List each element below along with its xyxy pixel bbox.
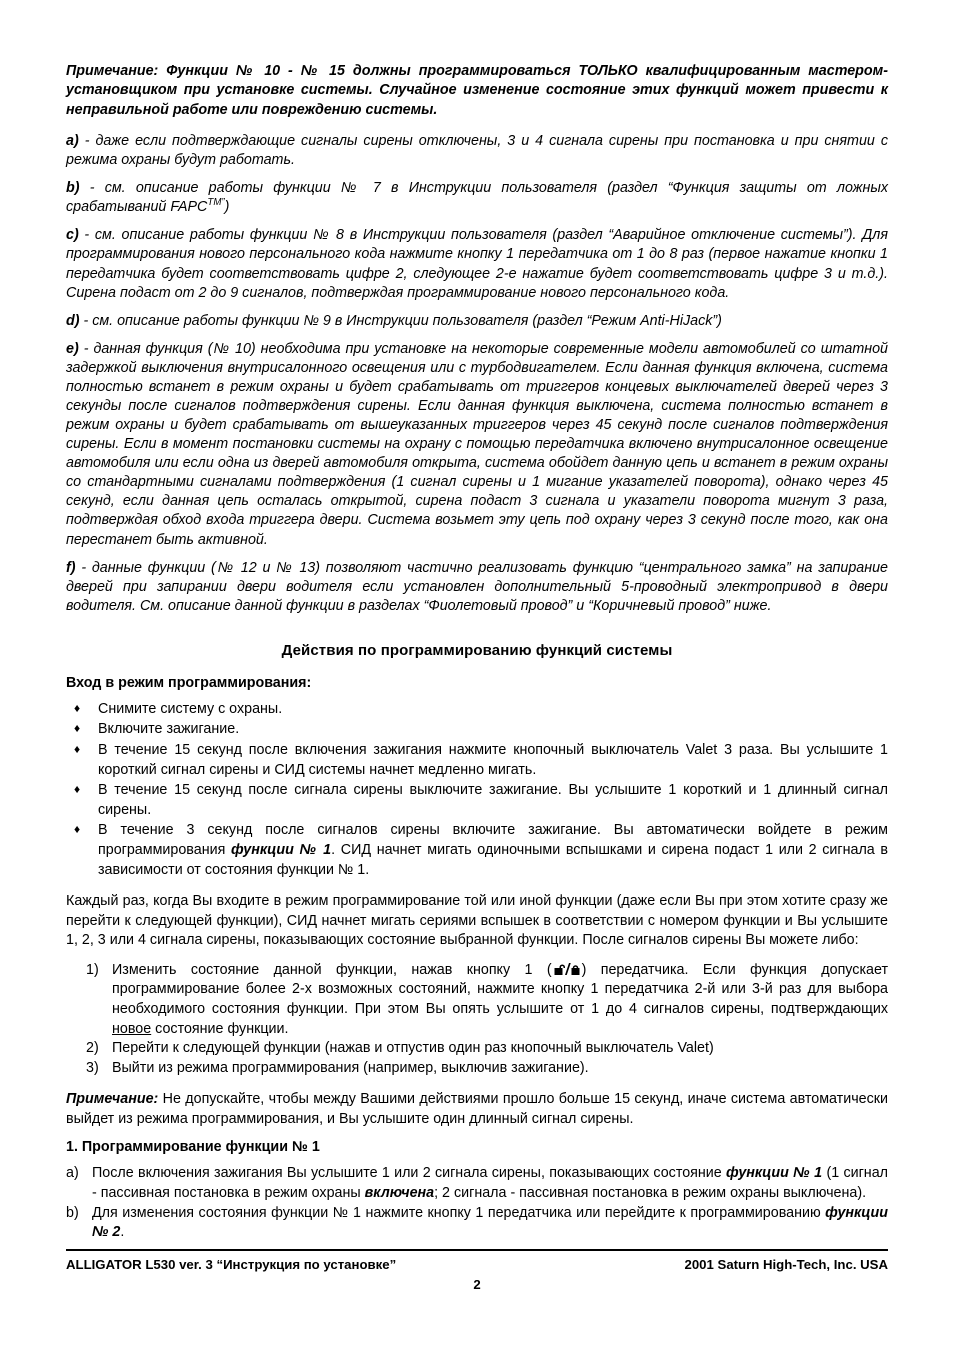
list-item	[66, 720, 888, 740]
lettered-note-b-text-after: )	[224, 199, 230, 216]
list-item	[66, 741, 888, 780]
entry-steps-list	[66, 700, 888, 880]
options-list	[66, 961, 888, 1078]
diamond-bullet-icon: ♦	[74, 822, 81, 837]
lettered-note-f	[66, 559, 888, 616]
option-text: Перейти к следующей функции (нажав и отпустив один раз кнопочный выключатель Valet)	[112, 1040, 714, 1057]
lettered-note-d-tag: d)	[66, 312, 80, 329]
lettered-note-b-tag: b)	[66, 180, 80, 197]
bottom-note-label: Примечание:	[66, 1091, 159, 1108]
footer-right-text: 2001 Saturn High-Tech, Inc. USA	[684, 1257, 888, 1272]
each-time-paragraph: Каждый раз, когда Вы входите в режим программирование той или иной функции (даже если Вы при этом хотите сразу же перейти к следующей функции), СИД начнет мигать сериями вспышек в соответствии с номером функции и Вы услышите 1, 2, 3 или 4 сигнала сирены, показывающих состояние выбранной функции. После сигналов сирены Вы можете либо:	[66, 893, 888, 949]
list-item	[66, 781, 888, 820]
entry-step-text: В течение 15 секунд после включения зажигания нажмите кнопочный выключатель Valet 3 раза. Вы услышите 1 короткий сигнал сирены и СИД системы начнет медленно мигать.	[98, 742, 888, 778]
option-number: 3)	[86, 1059, 99, 1076]
lettered-note-a-tag: a)	[66, 133, 79, 150]
lettered-note-d	[66, 312, 888, 331]
list-item	[66, 821, 888, 880]
lettered-note-c	[66, 226, 888, 302]
list-item	[66, 1039, 888, 1059]
lettered-note-e-text: - данная функция (№ 10) необходима при установке на некоторые современные модели автомобилей со штатной задержкой выключения внутрисалонного освещения или с турбодвигателем. Если данная функция включена, система полностью встанет в режим охраны и будет срабатывать от триггеров концевых выключателей дверей через 3 секунды после сигналов подтверждения сирены. Если данная функция выключена, система полностью встанет в режим охраны и будет срабатывать от вышеуказанных триггеров через 45 секунд после сигналов подтверждения сирены. Если в момент постановки системы на охрану с помощью передатчика включено внутрисалонное освещение автомобиля или если одна из дверей автомобиля открыта, система обойдет данную цепь и встанет в режим охраны со стандартными сигналами подтверждения (1 сигнал сирены и 1 мигание указателей поворота), однако через 45 секунд, если данная цепь осталась открытой, сирена подаст 3 сигнала и указатели поворота мигнут 3 раза, подтверждая обход входа триггера двери. Система возьмет эту цепь под охрану через 3 секунд после того, как она перестанет быть активной.	[66, 340, 888, 548]
entry-step-text-part2: . СИД начнет мигать одиночными вспышками и сирена подаст 1 или 2 сигнала в зависимости от состояния функции № 1.	[98, 841, 889, 878]
function-1-emphasis: функции № 1	[230, 841, 332, 858]
option-text: Выйти из режима программирования (например, выключив зажигание).	[112, 1059, 589, 1076]
page-number: 2	[473, 1277, 481, 1292]
function-1-list	[66, 1164, 888, 1242]
function-1-item-text-part1: Для изменения состояния функции № 1 нажмите кнопку 1 передатчика или перейдите к программированию	[92, 1204, 826, 1221]
entry-step-text: Снимите систему с охраны.	[98, 700, 283, 717]
lettered-note-f-text: - данные функции (№ 12 и № 13) позволяют частично реализовать функцию “центрального замка” на запирание дверей при запирании двери водителя если установлен дополнительный 5-проводный электропривод в двери водителя. См. описание данной функции в разделах “Фиолетовый провод” и “Коричневый провод” ниже.	[66, 559, 888, 614]
top-note-paragraph: Примечание: Функции № 10 - № 15 должны программироваться ТОЛЬКО квалифицированным мастером-установщиком при установке системы. Случайное изменение состояние этих функций может привести к неправильной работе или повреждению системы.	[66, 63, 888, 118]
list-item	[66, 961, 888, 1039]
page-footer	[66, 1257, 888, 1272]
lettered-note-e-tag: e)	[66, 340, 79, 357]
function-1-heading: 1. Программирование функции № 1	[66, 1139, 320, 1156]
function-1-item-letter: a)	[66, 1165, 79, 1182]
lettered-note-e	[66, 340, 888, 550]
diamond-bullet-icon: ♦	[74, 742, 81, 757]
function-1-item-letter: b)	[66, 1204, 79, 1221]
option-text-part2: ) передатчика. Если функция допускает программирование более 2-х возможных состояний, нажмите кнопку 1 передатчика 2-й или 3-й раз для выбора необходимого состояния функции. При этом Вы опять услышите от 1 до 4 сигналов сирены, подтверждающих	[112, 961, 888, 1017]
lettered-note-b-text-before: - см. описание работы функции № 7 в Инструкции пользователя (раздел “Функция защиты от ложных срабатываний FAPC	[66, 180, 888, 216]
lock-unlock-icon	[553, 962, 581, 976]
list-item	[66, 1164, 888, 1203]
diamond-bullet-icon: ♦	[74, 782, 81, 797]
diamond-bullet-icon: ♦	[74, 700, 81, 715]
bottom-note-text: Не допускайте, чтобы между Вашими действиями прошло больше 15 секунд, иначе система автоматически выйдет из режима программирования, и Вы услышите один длинный сигнал сирены.	[66, 1091, 888, 1127]
option-text-part1: Изменить состояние данной функции, нажав кнопку 1 (	[112, 961, 552, 978]
option-number: 2)	[86, 1040, 99, 1057]
footer-divider	[66, 1249, 888, 1251]
lettered-note-f-tag: f)	[66, 559, 76, 576]
fapc-trademark-superscript: TM”	[207, 197, 225, 209]
new-state-underlined: новое	[112, 1020, 152, 1037]
entry-step-text: Включите зажигание.	[98, 721, 240, 738]
lettered-note-d-text: - см. описание работы функции № 9 в Инструкции пользователя (раздел “Режим Anti-HiJack”)	[79, 312, 722, 329]
function-1-emphasis: функции № 1	[726, 1165, 823, 1182]
function-1-item-text-part3: ; 2 сигнала - пассивная постановка в режим охраны выключена).	[434, 1185, 867, 1202]
footer-left-text: ALLIGATOR L530 ver. 3 “Инструкция по установке”	[66, 1257, 397, 1272]
function-1-item-text-part2: (1 сигнал - пассивная постановка в режим охраны	[92, 1165, 888, 1202]
diamond-bullet-icon: ♦	[74, 721, 81, 736]
list-item	[66, 1204, 888, 1243]
entry-step-text-part1: В течение 3 секунд после сигналов сирены включите зажигание. Вы автоматически войдете в режим программирования	[98, 822, 888, 858]
lettered-note-c-text: - см. описание работы функции № 8 в Инструкции пользователя (раздел “Аварийное отключение системы”). Для программирования нового персонального кода нажмите кнопку 1 передатчика от 1 до 8 раз (первое нажатие кнопки 1 передатчика будет соответствовать цифре 2, следующее 2-е нажатие будет соответствовать цифре 3 и т.д.). Сирена подаст от 2 до 9 сигналов, подтверждая программирование нового персонального кода.	[66, 227, 888, 301]
section-heading: Действия по программированию функций системы	[281, 641, 673, 659]
list-item	[66, 700, 888, 720]
enabled-emphasis: включена	[364, 1185, 435, 1202]
bottom-note-paragraph	[66, 1090, 888, 1129]
function-1-item-text-part1: После включения зажигания Вы услышите 1 или 2 сигнала сирены, показывающих состояние	[92, 1165, 727, 1182]
list-item	[66, 1059, 888, 1079]
option-text-part3: состояние функции.	[151, 1020, 289, 1037]
function-2-emphasis: функции № 2	[92, 1204, 888, 1241]
entry-mode-subheading: Вход в режим программирования:	[66, 674, 312, 691]
lettered-note-c-tag: c)	[66, 227, 79, 244]
option-number: 1)	[86, 961, 99, 978]
entry-step-text: В течение 15 секунд после сигнала сирены выключите зажигание. Вы услышите 1 короткий и 1 длинный сигнал сирены.	[98, 782, 888, 818]
function-1-item-text-part2: .	[120, 1224, 125, 1241]
lettered-note-b	[66, 179, 888, 217]
lettered-note-a-text: - даже если подтверждающие сигналы сирены отключены, 3 и 4 сигнала сирены при постановка и при снятии с режима охраны будут работать.	[66, 133, 888, 169]
lettered-note-a	[66, 132, 888, 170]
